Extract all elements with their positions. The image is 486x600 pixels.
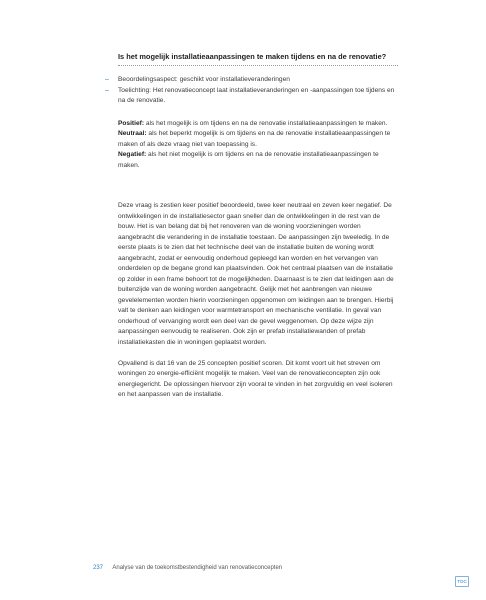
question-heading: Is het mogelijk installatieaanpassingen te maken tijdens en na de renovatie? <box>118 52 387 61</box>
aspect-list <box>105 75 398 107</box>
aspect-text: Toelichting: Het renovatieconcept laat installatieveranderingen en -aanpassingen toe tijdens en na de renovatie. <box>118 86 395 104</box>
aspect-item <box>105 75 398 86</box>
page-number: 237 <box>93 565 104 571</box>
criterion-text: als het beperkt mogelijk is om tijdens en na de renovatie installatieaanpassingen te maken of als deze vraag niet van toepassing is. <box>118 130 391 148</box>
criterion-label: Neutraal: <box>118 130 147 137</box>
dotted-divider <box>118 65 398 66</box>
page-footer <box>93 565 282 571</box>
criteria-block <box>118 119 398 172</box>
toc-button[interactable]: TOC <box>455 576 469 587</box>
aspect-text: Beoordelingsaspect: geschikt voor installatieveranderingen <box>118 76 290 83</box>
criterion-text: als het mogelijk is om tijdens en na de renovatie installatieaanpassingen te maken. <box>144 119 388 127</box>
content-column <box>105 52 398 411</box>
aspect-item <box>105 86 398 107</box>
criterion-negative <box>118 150 398 171</box>
criterion-neutral <box>118 129 398 150</box>
body-paragraph: Deze vraag is zestien keer positief beoordeeld, twee keer neutraal en zeven keer negatief. De ontwikkelingen in de installatiesector gaan sneller dan de ontwikkelingen in de rest van de bouw. Het is van belang dat bij het renoveren van de woning voorzieningen worden aangebracht die verandering in de installatie toestaan. De aanpassingen zijn tweeledig. In de eerste plaats is te zien dat het technische deel van de installatie buiten de woning wordt aangebracht, zodat er eenvoudig onderhoud gepleegd kan worden en het vervangen van onderdelen op de begane grond kan plaatsvinden. Ook het centraal plaatsen van de installatie op zolder in een frame behoort tot de mogelijkheden. Daarnaast is te zien dat leidingen aan de buitenzijde van de woning worden aangebracht. Gelijk met het aanbrengen van nieuwe gevelelementen worden hierin voorzieningen opgenomen om leidingen aan te brengen. Hierbij valt te denken aan leidingen voor warmtetransport en mechanische ventilatie. In geval van onderhoud of vervanging wordt een deel van de gevel weggenomen. Op deze wijze zijn aanpassingen eenvoudig te realiseren. Ook zijn er prefab installatiewanden of prefab installatiekasten die in woningen geplaatst worden. <box>118 202 394 346</box>
criterion-positive <box>118 119 398 130</box>
body-paragraph: Opvallend is dat 16 van de 25 concepten positief scoren. Dit komt voort uit het streven om woningen zo energie-efficiënt mogelijk te maken. Veel van de renovatieconcepten zijn ook energiegericht. De oplossingen hiervoor zijn vooral te vinden in het zorgvuldig en veel isoleren en het aanpassen van de installatie. <box>118 359 393 398</box>
body-text <box>118 201 398 401</box>
dash-bullet-icon: – <box>105 76 109 83</box>
criterion-text: als het niet mogelijk is om tijdens en na de renovatie installatieaanpassingen te maken. <box>118 151 379 169</box>
criterion-label: Negatief: <box>118 151 147 158</box>
criterion-label: Positief: <box>118 119 145 127</box>
dash-bullet-icon: – <box>105 86 109 94</box>
footer-title: Analyse van de toekomstbestendigheid van renovatieconcepten <box>112 565 283 571</box>
